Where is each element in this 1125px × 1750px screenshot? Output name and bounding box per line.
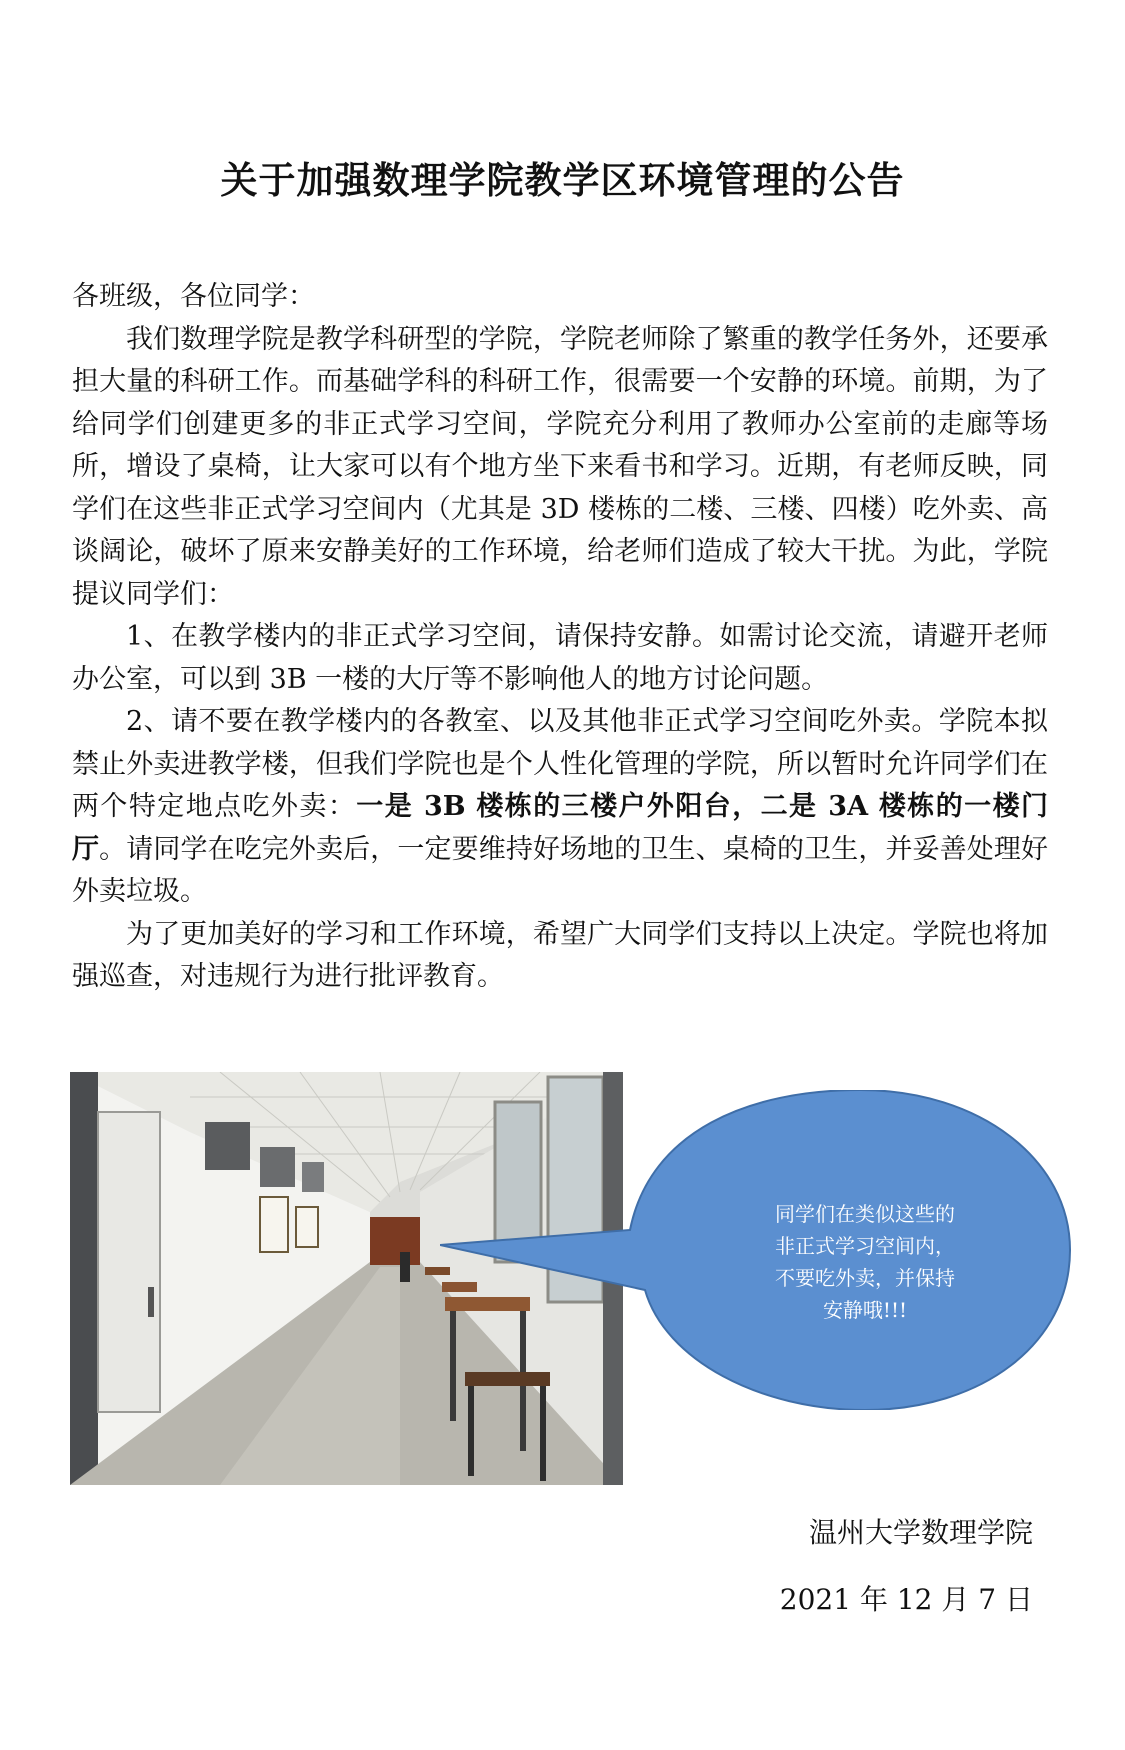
callout-line-4: 安静哦!!! [822, 1298, 908, 1322]
callout-line-2: 非正式学习空间内， [775, 1234, 955, 1258]
rule-item-1: 1、在教学楼内的非正式学习空间，请保持安静。如需讨论交流，请避开老师办公室，可以到 3B 一楼的大厅等不影响他人的地方讨论问题。 [72, 621, 1048, 695]
paragraph-intro: 我们数理学院是教学科研型的学院，学院老师除了繁重的教学任务外，还要承担大量的科研工作。而基础学科的科研工作，很需要一个安静的环境。前期，为了给同学们创建更多的非正式学习空间，学院充分利用了教师办公室前的走廊等场所，增设了桌椅，让大家可以有个地方坐下来看书和学习。近期，有老师反映，同学们在这些非正式学习空间内（尤其是 3D 楼栋的二楼、三楼、四楼）吃外卖、高谈阔论，破坏了原来安静美好的工作环境，给老师们造成了较大干扰。为此，学院提议同学们： [72, 323, 1048, 610]
rule-item-2 [72, 701, 1048, 914]
speech-bubble-text [740, 1198, 990, 1326]
salutation: 各班级，各位同学： [72, 281, 315, 312]
notice-date: 2021 年 12 月 7 日 [779, 1583, 1033, 1616]
rule-item-2-text: 2、请不要在教学楼内的各教室、以及其他非正式学习空间吃外卖。学院本拟禁止外卖进教学楼，但我们学院也是个人性化管理的学院，所以暂时允许同学们在两个特定地点吃外卖： [72, 706, 1048, 822]
paragraph-closing: 为了更加美好的学习和工作环境，希望广大同学们支持以上决定。学院也将加强巡查，对违规行为进行批评教育。 [72, 918, 1048, 992]
signature: 温州大学数理学院 [808, 1516, 1033, 1549]
notice-body [72, 276, 1048, 999]
rule-item-2-tail: 。请同学在吃完外卖后，一定要维持好场地的卫生、桌椅的卫生，并妥善处理好外卖垃圾。 [72, 833, 1049, 907]
callout-line-3: 不要吃外卖，并保持 [775, 1266, 955, 1290]
notice-title: 关于加强数理学院教学区环境管理的公告 [220, 159, 905, 202]
callout-line-1: 同学们在类似这些的 [775, 1202, 955, 1226]
rule-item-2-highlight: 一是 3B 楼栋的三楼户外阳台，二是 3A 楼栋的一楼门厅 [72, 791, 1048, 865]
